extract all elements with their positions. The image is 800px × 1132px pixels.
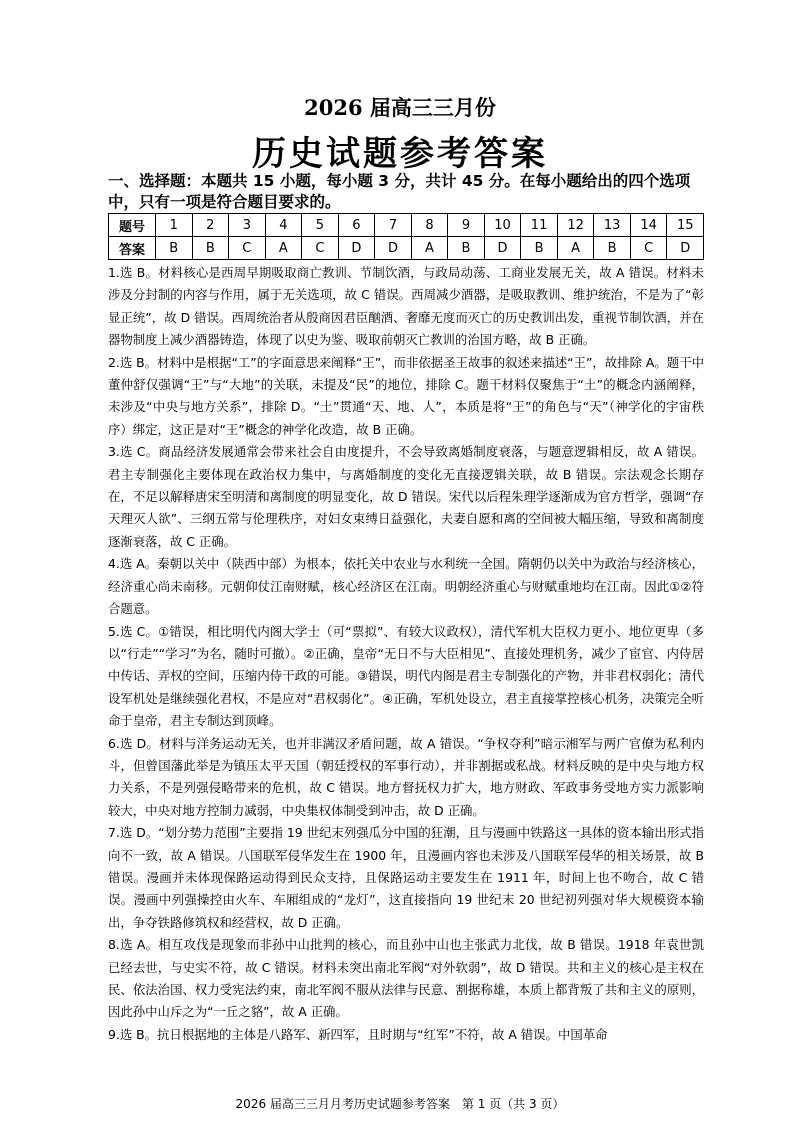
explanation-paragraph: 3.选 C。商品经济发展通常会带来社会自由度提升，不会导致离婚制度衰落，与题意逻辑相反，故 A 错误。君主专制强化主要体现在政治权力集中，与离婚制度的变化无直接逻辑关联，故 B 错误。宗法观念长期存在，不足以解释唐宋至明清和离制度的明显变化，故 D 错误。宋代以后程朱理学逐渐成为官方哲学，强调“存天理灭人欲”、三纲五常与伦理秩序，对妇女束缚日益强化，夫妻自愿和离的空间被大幅压缩，导致和离制度逐渐衰落，故 C 正确。 xyxy=(108,444,704,549)
section-instructions: 一、选择题：本题共 15 小题，每小题 3 分，共计 45 分。在每小题给出的四个选项中，只有一项是符合题目要求的。 xyxy=(108,172,691,211)
answer-cell: A xyxy=(411,237,448,260)
answer-cell: D xyxy=(484,237,521,260)
explanation-paragraph: 2.选 B。材料中是根据“工”的字面意思来阐释“王”，而非依据圣王故事的叙述来描述“王”，故排除 A。题干中董仲舒仅强调“王”与“大地”的关联，未提及“民”的地位，排除 C。题干材料仅聚焦于“土”的概念内涵阐释，未涉及“中央与地方关系”，排除 D。“土”贯通“天、地、人”，本质是将“王”的角色与“天”（神学化的宇宙秩序）绑定，这正是对“王”概念的神学化改造，故 B 正确。 xyxy=(108,354,704,437)
document-title: 历史试题参考答案 xyxy=(252,134,548,174)
question-number-cell: 10 xyxy=(484,214,521,237)
question-number-cell: 13 xyxy=(594,214,631,237)
answer-cell: C xyxy=(630,237,667,260)
question-number-cell: 3 xyxy=(229,214,266,237)
answer-row xyxy=(109,237,704,260)
question-number-cell: 6 xyxy=(338,214,375,237)
question-number-cell: 1 xyxy=(156,214,193,237)
answer-cell: B xyxy=(594,237,631,260)
question-number-cell: 2 xyxy=(192,214,229,237)
question-number-row xyxy=(109,214,704,237)
answer-cell: A xyxy=(265,237,302,260)
answer-cell: A xyxy=(557,237,594,260)
answer-cell: C xyxy=(302,237,339,260)
answer-cell: B xyxy=(521,237,558,260)
explanation-paragraph: 6.选 D。材料与洋务运动无关，也并非满汉矛盾问题，故 A 错误。“争权夺利”暗示湘军与两广官僚为私利内斗，但曾国藩此举是为镇压太平天国（朝廷授权的军事行动），并非割据或私战。材料反映的是中央与地方权力关系，不是列强侵略带来的危机，故 C 错误。地方督抚权力扩大，地方财政、军政事务受地方实力派影响较大，中央对地方控制力减弱，中央集权体制受到冲击，故 D 正确。 xyxy=(108,735,704,818)
explanation-paragraph: 5.选 C。①错误，相比明代内阁大学士（可“票拟”、有较大议政权），清代军机大臣权力更小、地位更卑（多以“行走”“学习”为名，随时可撤）。②正确，皇帝“无日不与大臣相见”、直接处理机务，减少了宦官、内侍居中传话、弄权的空间，压缩内侍干政的可能。③错误，明代内阁是君主专制强化的产物，并非君权弱化；清代设军机处是继续强化君权，不是应对“君权弱化”。④正确，军机处设立，君主直接掌控核心机务，决策完全听命于皇帝，君主专制达到顶峰。 xyxy=(108,623,704,729)
exam-title: 2026 届高三三月份 xyxy=(304,95,496,120)
question-number-cell: 12 xyxy=(557,214,594,237)
answer-cell: B xyxy=(192,237,229,260)
question-number-cell: 14 xyxy=(630,214,667,237)
answer-cell: D xyxy=(667,237,704,260)
question-number-cell: 4 xyxy=(265,214,302,237)
answer-cell: D xyxy=(338,237,375,260)
answer-cell: B xyxy=(448,237,485,260)
question-row-label: 题号 xyxy=(109,214,156,237)
explanations-section xyxy=(108,262,704,1082)
explanation-paragraph: 9.选 B。抗日根据地的主体是八路军、新四军，且时期与“红军”不符，故 A 错误。中国革命 xyxy=(108,1026,608,1042)
answer-row-label: 答案 xyxy=(109,237,156,260)
question-number-cell: 11 xyxy=(521,214,558,237)
explanation-paragraph: 4.选 A。秦朝以关中（陕西中部）为根本，依托关中农业与水利统一全国。隋朝仍以关中为政治与经济核心，经济重心尚未南移。元朝仰仗江南财赋，核心经济区在江南。明朝经济重心与财赋重地均在江南。因此①②符合题意。 xyxy=(108,556,704,617)
page-footer: 2026 届高三三月月考历史试题参考答案 第 1 页（共 3 页） xyxy=(235,1097,565,1111)
question-number-cell: 8 xyxy=(411,214,448,237)
explanation-paragraph: 1.选 B。材料核心是西周早期吸取商亡教训、节制饮酒，与政局动荡、工商业发展无关，故 A 错误。材料未涉及分封制的内容与作用，属于无关选项，故 C 错误。西周减少酒器，是吸取教训、维护统治，不是为了“彰显正统”，故 D 错误。西周统治者从殷商因君臣酗酒、奢靡无度而灭亡的历史教训出发，重视节制饮酒，并在器物制度上减少酒器铸造，体现了以史为鉴、吸取前朝灭亡教训的治国方略，故 B 正确。 xyxy=(108,265,704,348)
question-number-cell: 7 xyxy=(375,214,412,237)
question-number-cell: 5 xyxy=(302,214,339,237)
answer-cell: C xyxy=(229,237,266,260)
question-number-cell: 15 xyxy=(667,214,704,237)
explanation-paragraph: 7.选 D。“划分势力范围”主要指 19 世纪末列强瓜分中国的狂潮，且与漫画中铁路这一具体的资本输出形式指向不一致，故 A 错误。八国联军侵华发生在 1900 年，且漫画内容也未涉及八国联军侵华的相关场景，故 B 错误。漫画并未体现保路运动得到民众支持，且保路运动主要发生在 1911 年，时间上也不吻合，故 C 错误。漫画中列强操控由火车、车厢组成的“龙灯”，这直接指向 19 世纪末 20 世纪初列强对华大规模资本输出，争夺铁路修筑权和经营权，故 D 正确。 xyxy=(108,825,704,930)
question-number-cell: 9 xyxy=(448,214,485,237)
answer-cell: D xyxy=(375,237,412,260)
explanation-paragraph: 8.选 A。相互攻伐是现象而非孙中山批判的核心，而且孙中山也主张武力北伐，故 B 错误。1918 年袁世凯已经去世，与史实不符，故 C 错误。材料未突出南北军阀“对外软弱”，故 D 错误。共和主义的核心是主权在民、依法治国、权力受宪法约束，南北军阀不服从法律与民意、割据称雄，本质上都背叛了共和主义的原则，因此孙中山斥之为“一丘之貉”，故 A 正确。 xyxy=(108,937,704,1020)
answer-table xyxy=(108,213,704,260)
answer-cell: B xyxy=(156,237,193,260)
